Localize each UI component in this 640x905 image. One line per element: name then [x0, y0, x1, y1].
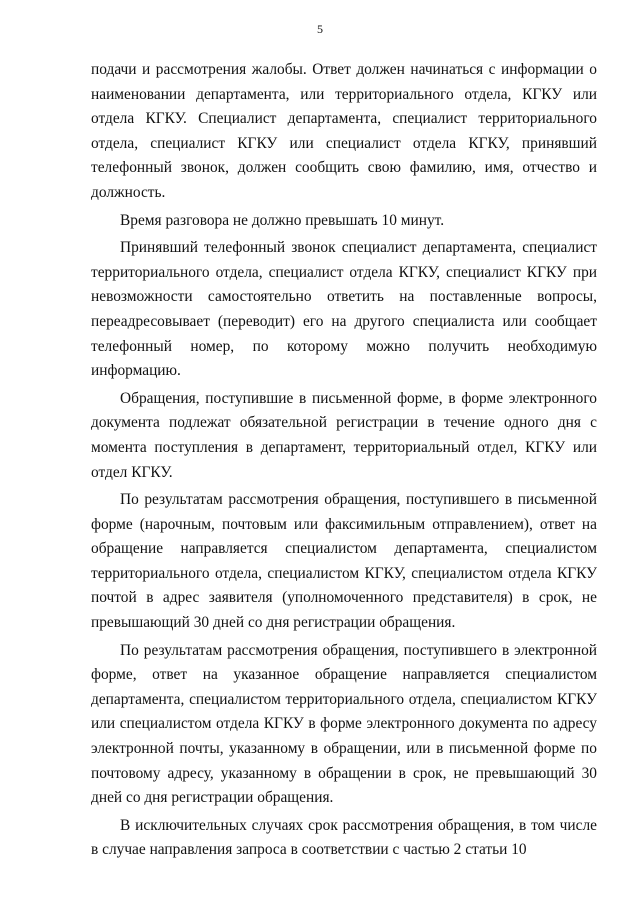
paragraph-call-duration: Время разговора не должно превышать 10 минут.	[120, 211, 445, 229]
paragraph-exceptional-cases: В исключительных случаях срок рассмотрения обращения, в том числе в случае направления запроса в соответствии с частью 2 статьи 10	[91, 816, 597, 859]
paragraph-registration: Обращения, поступившие в письменной форме, в форме электронного документа подлежат обязательной регистрации в течение одного дня с момента поступления в департамент, территориальный отдел, КГКУ или отдел КГКУ.	[91, 389, 597, 481]
document-body	[91, 58, 597, 863]
paragraph-continuation: подачи и рассмотрения жалобы. Ответ должен начинаться с информации о наименовании департамента, или территориального отдела, КГКУ или отдела КГКУ. Специалист департамента, специалист территориального отдела, специалист КГКУ или специалист отдела КГКУ, принявший телефонный звонок, должен сообщить свою фамилию, имя, отчество и должность.	[91, 61, 597, 201]
paragraph-electronic-reply: По результатам рассмотрения обращения, поступившего в электронной форме, ответ на указанное обращение направляется специалистом департамента, специалистом территориального отдела, специалистом КГКУ или специалистом отдела КГКУ в форме электронного документа по адресу электронной почты, указанному в обращении, или в письменной форме по почтовому адресу, указанному в обращении в срок, не превышающий 30 дней со дня регистрации обращения.	[91, 641, 597, 807]
page-number: 5	[317, 22, 323, 36]
paragraph-written-reply: По результатам рассмотрения обращения, поступившего в письменной форме (нарочным, почтовым или факсимильным отправлением), ответ на обращение направляется специалистом департамента, специалистом территориального отдела, специалистом КГКУ, специалистом отдела КГКУ почтой в адрес заявителя (уполномоченного представителя) в срок, не превышающий 30 дней со дня регистрации обращения.	[91, 491, 597, 632]
paragraph-call-redirect: Принявший телефонный звонок специалист департамента, специалист территориального отдела, специалист отдела КГКУ, специалист КГКУ при невозможности самостоятельно ответить на поставленные вопросы, переадресовывает (переводит) его на другого специалиста или сообщает телефонный номер, по которому можно получить необходимую информацию.	[91, 239, 597, 380]
